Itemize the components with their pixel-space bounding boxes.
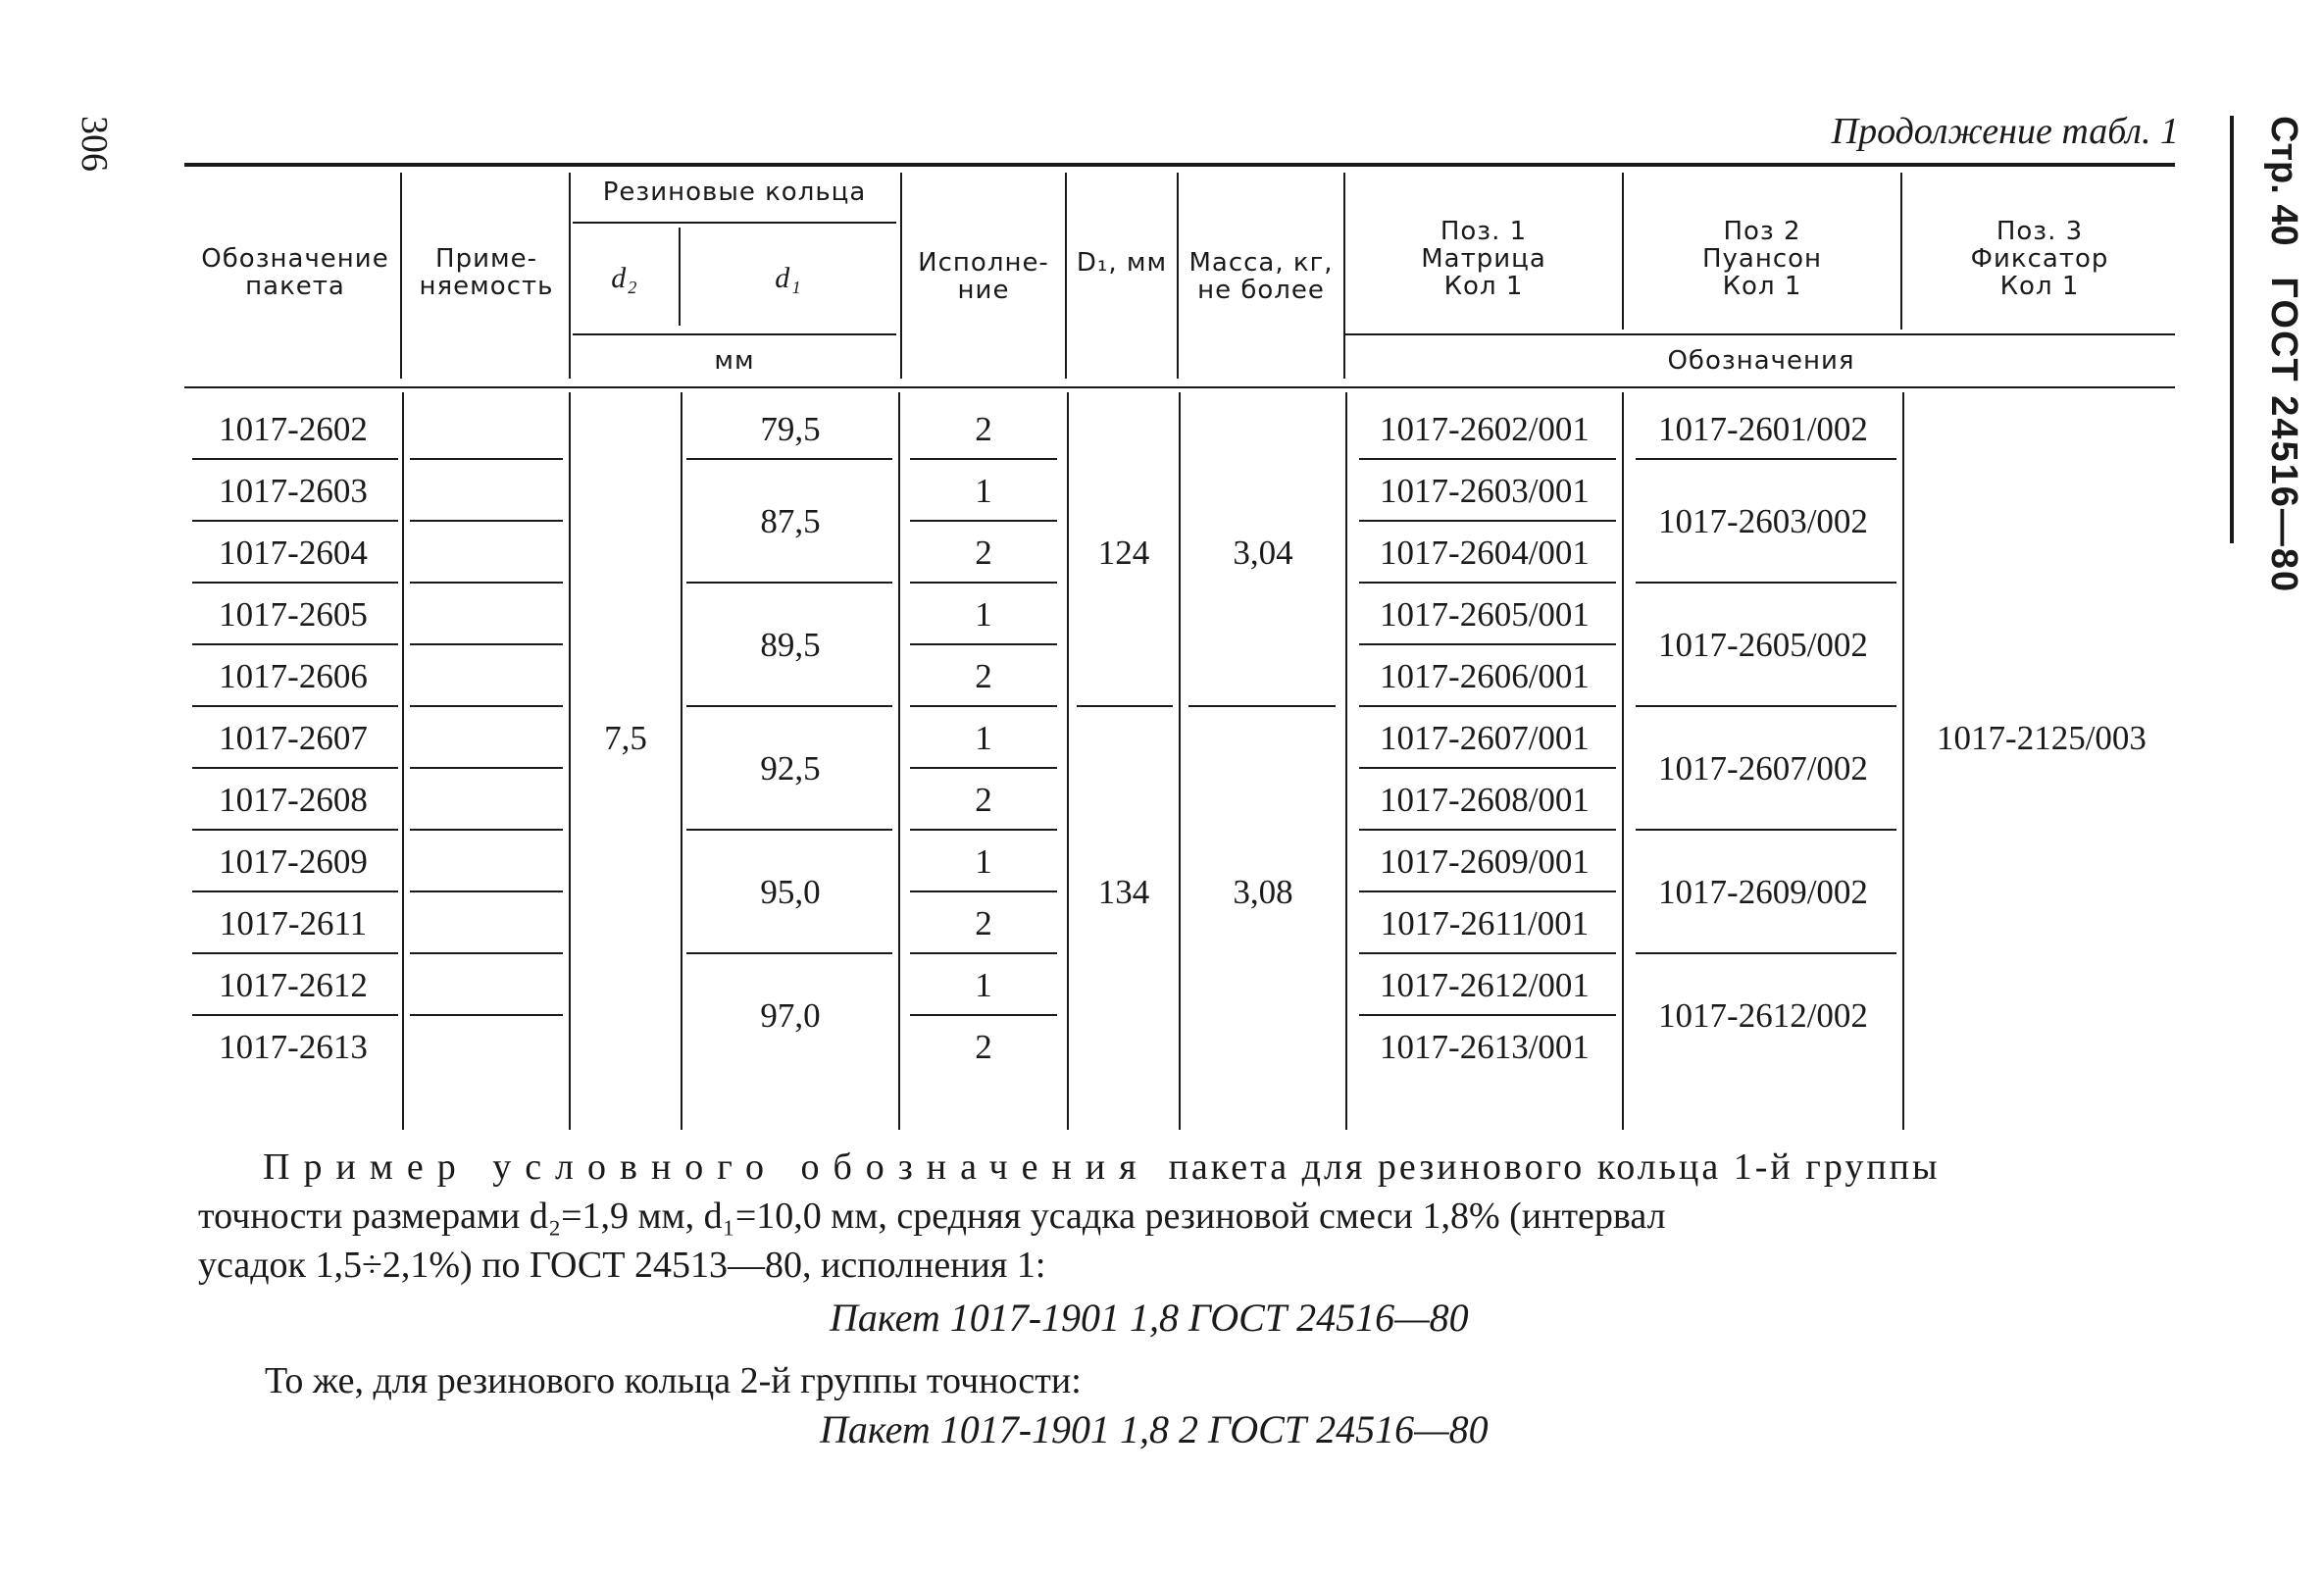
row-rule xyxy=(910,582,1057,584)
body-vline xyxy=(1345,392,1347,1130)
designation-cell: 1017-2605 xyxy=(219,594,368,634)
row-rule xyxy=(686,829,892,831)
row-rule xyxy=(910,520,1057,522)
row-rule xyxy=(192,829,398,831)
row-rule xyxy=(192,520,398,522)
version-cell: 1 xyxy=(975,965,992,1004)
pos2-cell: 1017-2612/002 xyxy=(1658,996,1868,1035)
version-cell: 2 xyxy=(975,656,992,695)
pos1-cell: 1017-2611/001 xyxy=(1380,903,1590,942)
table-top-rule xyxy=(184,163,2175,167)
designation-cell: 1017-2613 xyxy=(219,1027,368,1066)
header-pos3 xyxy=(1904,218,2175,300)
header-D1: D₁, мм xyxy=(1076,248,1168,278)
row-rule xyxy=(910,643,1057,645)
d1-cell: 92,5 xyxy=(760,749,821,788)
designation-cell: 1017-2602 xyxy=(219,409,368,448)
version-cell: 1 xyxy=(975,718,992,757)
designation-cell: 1017-2603 xyxy=(219,471,368,510)
row-rule xyxy=(1188,705,1336,707)
pos1-cell: 1017-2603/001 xyxy=(1380,471,1590,510)
version-cell: 1 xyxy=(975,471,992,510)
row-rule xyxy=(910,458,1057,460)
pos2-cell: 1017-2601/002 xyxy=(1658,409,1868,448)
row-rule xyxy=(410,582,563,584)
header-designation: Обозначение пакета xyxy=(201,244,389,301)
header-pos2 xyxy=(1626,218,1898,300)
version-cell: 2 xyxy=(975,409,992,448)
version-cell: 1 xyxy=(975,594,992,634)
d1-cell: 79,5 xyxy=(760,409,821,448)
row-rule xyxy=(410,458,563,460)
mass-cell: 3,08 xyxy=(1233,873,1293,911)
row-rule xyxy=(910,829,1057,831)
row-rule xyxy=(1359,890,1616,892)
pos2-cell: 1017-2607/002 xyxy=(1658,749,1868,788)
row-rule xyxy=(192,890,398,892)
row-rule xyxy=(1359,1014,1616,1016)
example-paragraph xyxy=(198,1144,2169,1300)
pos3-cell: 1017-2125/003 xyxy=(1937,718,2147,757)
paragraph-line-1 xyxy=(263,1144,1941,1191)
example-designation-1: Пакет 1017-1901 1,8 ГОСТ 24516—80 xyxy=(830,1296,1469,1340)
header-d2-label: d₂ xyxy=(611,262,638,294)
D1-cell: 124 xyxy=(1097,533,1150,572)
header-rubber-rings: Резиновые кольца xyxy=(602,178,867,207)
row-rule xyxy=(192,1014,398,1016)
header-vline xyxy=(1900,173,1902,330)
header-vline xyxy=(1065,173,1067,379)
paragraph-line-2: точности размерами d₂=1,9 мм, d₁=10,0 мм, средняя усадка резиновой смеси 1,8% (интервал xyxy=(198,1195,1666,1237)
header-version: Исполне-ние xyxy=(918,248,1049,305)
header-pos1-line: Кол 1 xyxy=(1443,272,1524,301)
pos1-cell: 1017-2607/001 xyxy=(1380,718,1590,757)
version-cell: 1 xyxy=(975,841,992,881)
row-rule xyxy=(410,829,563,831)
body-vline xyxy=(569,392,571,1130)
row-rule xyxy=(1359,767,1616,769)
row-rule xyxy=(192,582,398,584)
example-heading: Пример условного обозначения xyxy=(263,1146,1150,1188)
header-pos1 xyxy=(1347,218,1620,300)
row-rule xyxy=(910,767,1057,769)
header-pos1-line: Поз. 1 xyxy=(1440,217,1528,246)
row-rule xyxy=(686,952,892,954)
row-rule xyxy=(410,890,563,892)
body-vline xyxy=(1179,392,1181,1130)
designation-cell: 1017-2606 xyxy=(219,656,368,695)
row-rule xyxy=(910,952,1057,954)
header-vline xyxy=(900,173,902,379)
row-rule xyxy=(192,767,398,769)
header-d2 xyxy=(573,262,677,294)
row-rule xyxy=(686,458,892,460)
row-rule xyxy=(410,520,563,522)
body-vline xyxy=(898,392,900,1130)
row-rule xyxy=(192,458,398,460)
header-vline xyxy=(1622,173,1624,330)
pos2-cell: 1017-2605/002 xyxy=(1658,626,1868,664)
side-rule xyxy=(2230,116,2234,543)
header-pos3-line: Поз. 3 xyxy=(1996,217,2084,246)
row-rule xyxy=(410,767,563,769)
body-vline xyxy=(1902,392,1904,1130)
mass-cell: 3,04 xyxy=(1233,533,1293,572)
row-rule xyxy=(1359,582,1616,584)
pos2-cell: 1017-2609/002 xyxy=(1658,873,1868,911)
designation-cell: 1017-2604 xyxy=(219,533,368,572)
header-mm: мм xyxy=(714,346,755,376)
row-rule xyxy=(410,952,563,954)
pos1-cell: 1017-2612/001 xyxy=(1380,965,1590,1004)
row-rule xyxy=(910,705,1057,707)
row-rule xyxy=(1359,520,1616,522)
pos2-cell: 1017-2603/002 xyxy=(1658,502,1868,540)
pos1-cell: 1017-2602/001 xyxy=(1380,409,1590,448)
d1-cell: 89,5 xyxy=(760,626,821,664)
row-rule xyxy=(1636,829,1896,831)
row-rule xyxy=(1359,952,1616,954)
header-d1 xyxy=(681,262,896,294)
row-rule xyxy=(686,705,892,707)
header-vline xyxy=(400,173,402,379)
row-rule xyxy=(1359,705,1616,707)
row-rule xyxy=(410,1014,563,1016)
row-rule xyxy=(910,890,1057,892)
pos1-cell: 1017-2613/001 xyxy=(1380,1027,1590,1066)
designation-cell: 1017-2607 xyxy=(219,718,368,757)
row-rule xyxy=(410,705,563,707)
d1-cell: 95,0 xyxy=(760,873,821,911)
row-rule xyxy=(192,705,398,707)
header-applicability: Приме-няемость xyxy=(419,244,554,301)
header-vline xyxy=(1343,173,1345,379)
header-vline xyxy=(1177,173,1179,379)
mm-rule xyxy=(573,333,896,335)
d1-cell: 97,0 xyxy=(760,996,821,1035)
header-pos3-line: Кол 1 xyxy=(1999,272,2080,301)
designations-rule xyxy=(1345,333,2175,335)
header-d1-label: d₁ xyxy=(775,262,802,294)
row-rule xyxy=(1636,458,1896,460)
header-pos2-line: Кол 1 xyxy=(1722,272,1802,301)
row-rule xyxy=(192,952,398,954)
D1-cell: 134 xyxy=(1097,873,1150,911)
page-number: 306 xyxy=(74,116,115,172)
pos1-cell: 1017-2604/001 xyxy=(1380,533,1590,572)
header-vline xyxy=(569,173,571,379)
row-rule xyxy=(1359,643,1616,645)
version-cell: 2 xyxy=(975,533,992,572)
header-pos3-line: Фиксатор xyxy=(1970,244,2109,274)
rubber-rings-rule xyxy=(573,222,896,224)
row-rule xyxy=(1359,829,1616,831)
running-head xyxy=(2262,116,2304,593)
row-rule xyxy=(1636,952,1896,954)
header-pos1-line: Матрица xyxy=(1421,244,1546,274)
running-head-standard: ГОСТ 24516—80 xyxy=(2263,277,2304,594)
header-designations: Обозначения xyxy=(1667,346,1855,376)
designation-cell: 1017-2609 xyxy=(219,841,368,881)
designation-cell: 1017-2608 xyxy=(219,780,368,819)
paragraph-line-1-rest: пакета для резинового кольца 1-й группы xyxy=(1168,1146,1941,1188)
paragraph-line-3: усадок 1,5÷2,1%) по ГОСТ 24513—80, исполнения 1: xyxy=(198,1245,1046,1286)
pos1-cell: 1017-2608/001 xyxy=(1380,780,1590,819)
version-cell: 2 xyxy=(975,903,992,942)
row-rule xyxy=(192,643,398,645)
d2-cell: 7,5 xyxy=(604,718,647,757)
row-rule xyxy=(1636,705,1896,707)
pos1-cell: 1017-2605/001 xyxy=(1380,594,1590,634)
header-mass: Масса, кг, не более xyxy=(1188,248,1334,305)
row-rule xyxy=(910,1014,1057,1016)
example-designation-2: Пакет 1017-1901 1,8 2 ГОСТ 24516—80 xyxy=(820,1407,1489,1451)
same-for-group-2: То же, для резинового кольца 2-й группы точности: xyxy=(265,1360,1082,1401)
version-cell: 2 xyxy=(975,1027,992,1066)
row-rule xyxy=(1636,582,1896,584)
running-head-page: Стр. 40 xyxy=(2263,116,2304,246)
row-rule xyxy=(1359,458,1616,460)
row-rule xyxy=(1077,705,1173,707)
pos1-cell: 1017-2609/001 xyxy=(1380,841,1590,881)
header-pos2-line: Пуансон xyxy=(1701,244,1823,274)
body-vline xyxy=(1622,392,1624,1130)
version-cell: 2 xyxy=(975,780,992,819)
designation-cell: 1017-2611 xyxy=(219,903,368,942)
row-rule xyxy=(410,643,563,645)
body-vline xyxy=(1067,392,1069,1130)
table-continuation-label: Продолжение табл. 1 xyxy=(1831,111,2179,152)
row-rule xyxy=(686,582,892,584)
body-vline xyxy=(402,392,404,1130)
pos1-cell: 1017-2606/001 xyxy=(1380,656,1590,695)
body-vline xyxy=(681,392,682,1130)
d1-cell: 87,5 xyxy=(760,502,821,540)
designation-cell: 1017-2612 xyxy=(219,965,368,1004)
header-bottom-rule xyxy=(184,386,2175,388)
header-pos2-line: Поз 2 xyxy=(1723,217,1801,246)
